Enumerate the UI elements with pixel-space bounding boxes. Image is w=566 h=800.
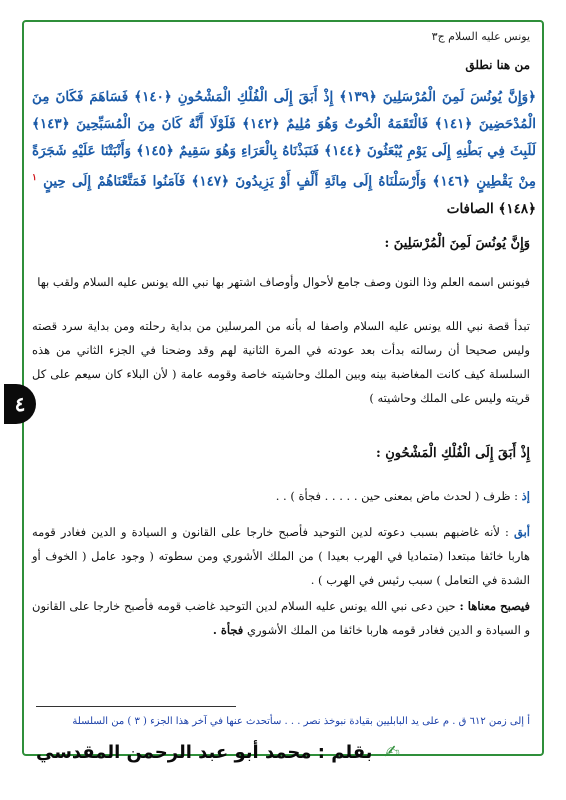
paragraph-3: [32, 484, 530, 508]
page-number-badge: ٤: [4, 384, 36, 424]
paragraph-2: تبدأ قصة نبي الله يونس عليه السلام واصفا له بأنه من المرسلين من بداية رحلته ومن بداية سرد قصته وليس صحيحا أن رسالته بدأت بعد عودته في المرة الثانية لهم وقد وضحنا في الجزء الثاني من هذه السلسلة كيف كانت المغاضبة بينه وبين الملك وحاشيته خاصة وقومه عامة ( لأن البلاء كان سيعم على كل قريته وليس على الملك وحاشيته ): [32, 319, 530, 405]
footnote-marker[interactable]: ١: [32, 173, 37, 183]
quran-verses: [32, 84, 536, 223]
signature: [36, 742, 400, 763]
footnote-divider: [36, 706, 236, 707]
paragraph-5-text: حين دعى نبي الله يونس عليه السلام لدين التوحيد غاضب قومه فأصبح خارجا على القانون و السيادة و الدين فغادر قومه هاربا خائفا من الملك الأشوري: [32, 599, 530, 637]
surah-reference: ﴿١٤٨﴾ الصافات: [446, 200, 536, 217]
pen-icon: ✍: [384, 742, 400, 763]
keyword-abaqa: أبق: [514, 525, 531, 539]
section-start-label: من هنا نطلق: [465, 58, 530, 72]
paragraph-4: [32, 520, 530, 592]
keyword-idh: إذ: [521, 489, 530, 503]
meaning-label: فيصبح معناها :: [459, 599, 531, 613]
paragraph-1: فيونس اسمه العلم وذا النون وصف جامع لأحوال وأوصاف اشتهر بها نبي الله يونس عليه السلام ولقب بها: [37, 275, 530, 289]
paragraph-3-text: : ظرف ( لحدث ماض بمعنى حين . . . . . فجأة ) . .: [275, 489, 519, 503]
paragraph-5: [32, 594, 530, 642]
signature-text: بقلم : محمد أبو عبد الرحمن المقدسي: [36, 742, 373, 763]
paragraph-5-end: فجأة .: [212, 623, 244, 637]
paragraph-4-text: : لأنه غاضبهم بسبب دعوته لدين التوحيد فأصبح خارجا على القانون و السيادة و الدين فغادر قومه هاربا خائفا مبتعدا (متماديا في الهرب بعيدا ) من الملك الأشوري ومن سطوته ( وجود عامل ( الخوف أو الشدة في التعامل ) سبب رئيس في الهرب ) .: [32, 525, 530, 587]
running-header: يونس عليه السلام ج٣: [431, 30, 530, 43]
verses-text: ﴿وَإِنَّ يُونُسَ لَمِنَ الْمُرْسَلِينَ ﴿١٣٩﴾ إِذْ أَبَقَ إِلَى الْفُلْكِ الْمَشْحُونِ ﴿١٤٠﴾ فَسَاهَمَ فَكَانَ مِنَ الْمُدْحَضِينَ ﴿١٤١﴾ فَالْتَقَمَهُ الْحُوتُ وَهُوَ مُلِيمٌ ﴿١٤٢﴾ فَلَوْلَا أَنَّهُ كَانَ مِنَ الْمُسَبِّحِينَ ﴿١٤٣﴾ لَلَبِثَ فِي بَطْنِهِ إِلَى يَوْمِ يُبْعَثُونَ ﴿١٤٤﴾ فَنَبَذْنَاهُ بِالْعَرَاءِ وَهُوَ سَقِيمٌ ﴿١٤٥﴾ وَأَنْبَتْنَا عَلَيْهِ شَجَرَةً مِنْ يَقْطِينٍ ﴿١٤٦﴾ وَأَرْسَلْنَاهُ إِلَى مِائَةِ أَلْفٍ أَوْ يَزِيدُونَ ﴿١٤٧﴾ فَآمَنُوا فَمَتَّعْنَاهُمْ إِلَى حِينٍ: [32, 89, 536, 190]
subheading-1: وَإِنَّ يُونُسَ لَمِنَ الْمُرْسَلِينَ :: [384, 236, 530, 251]
footnote-text: أ إلى زمن ٦١٢ ق . م على يد البابليين بقيادة نبوخذ نصر . . . سأتحدث عنها في آخر هذا الجزء ( ٣ ) من السلسلة: [72, 716, 530, 727]
subheading-2: إِذْ أَبَقَ إِلَى الْفُلْكِ الْمَشْحُونِ :: [375, 446, 530, 461]
